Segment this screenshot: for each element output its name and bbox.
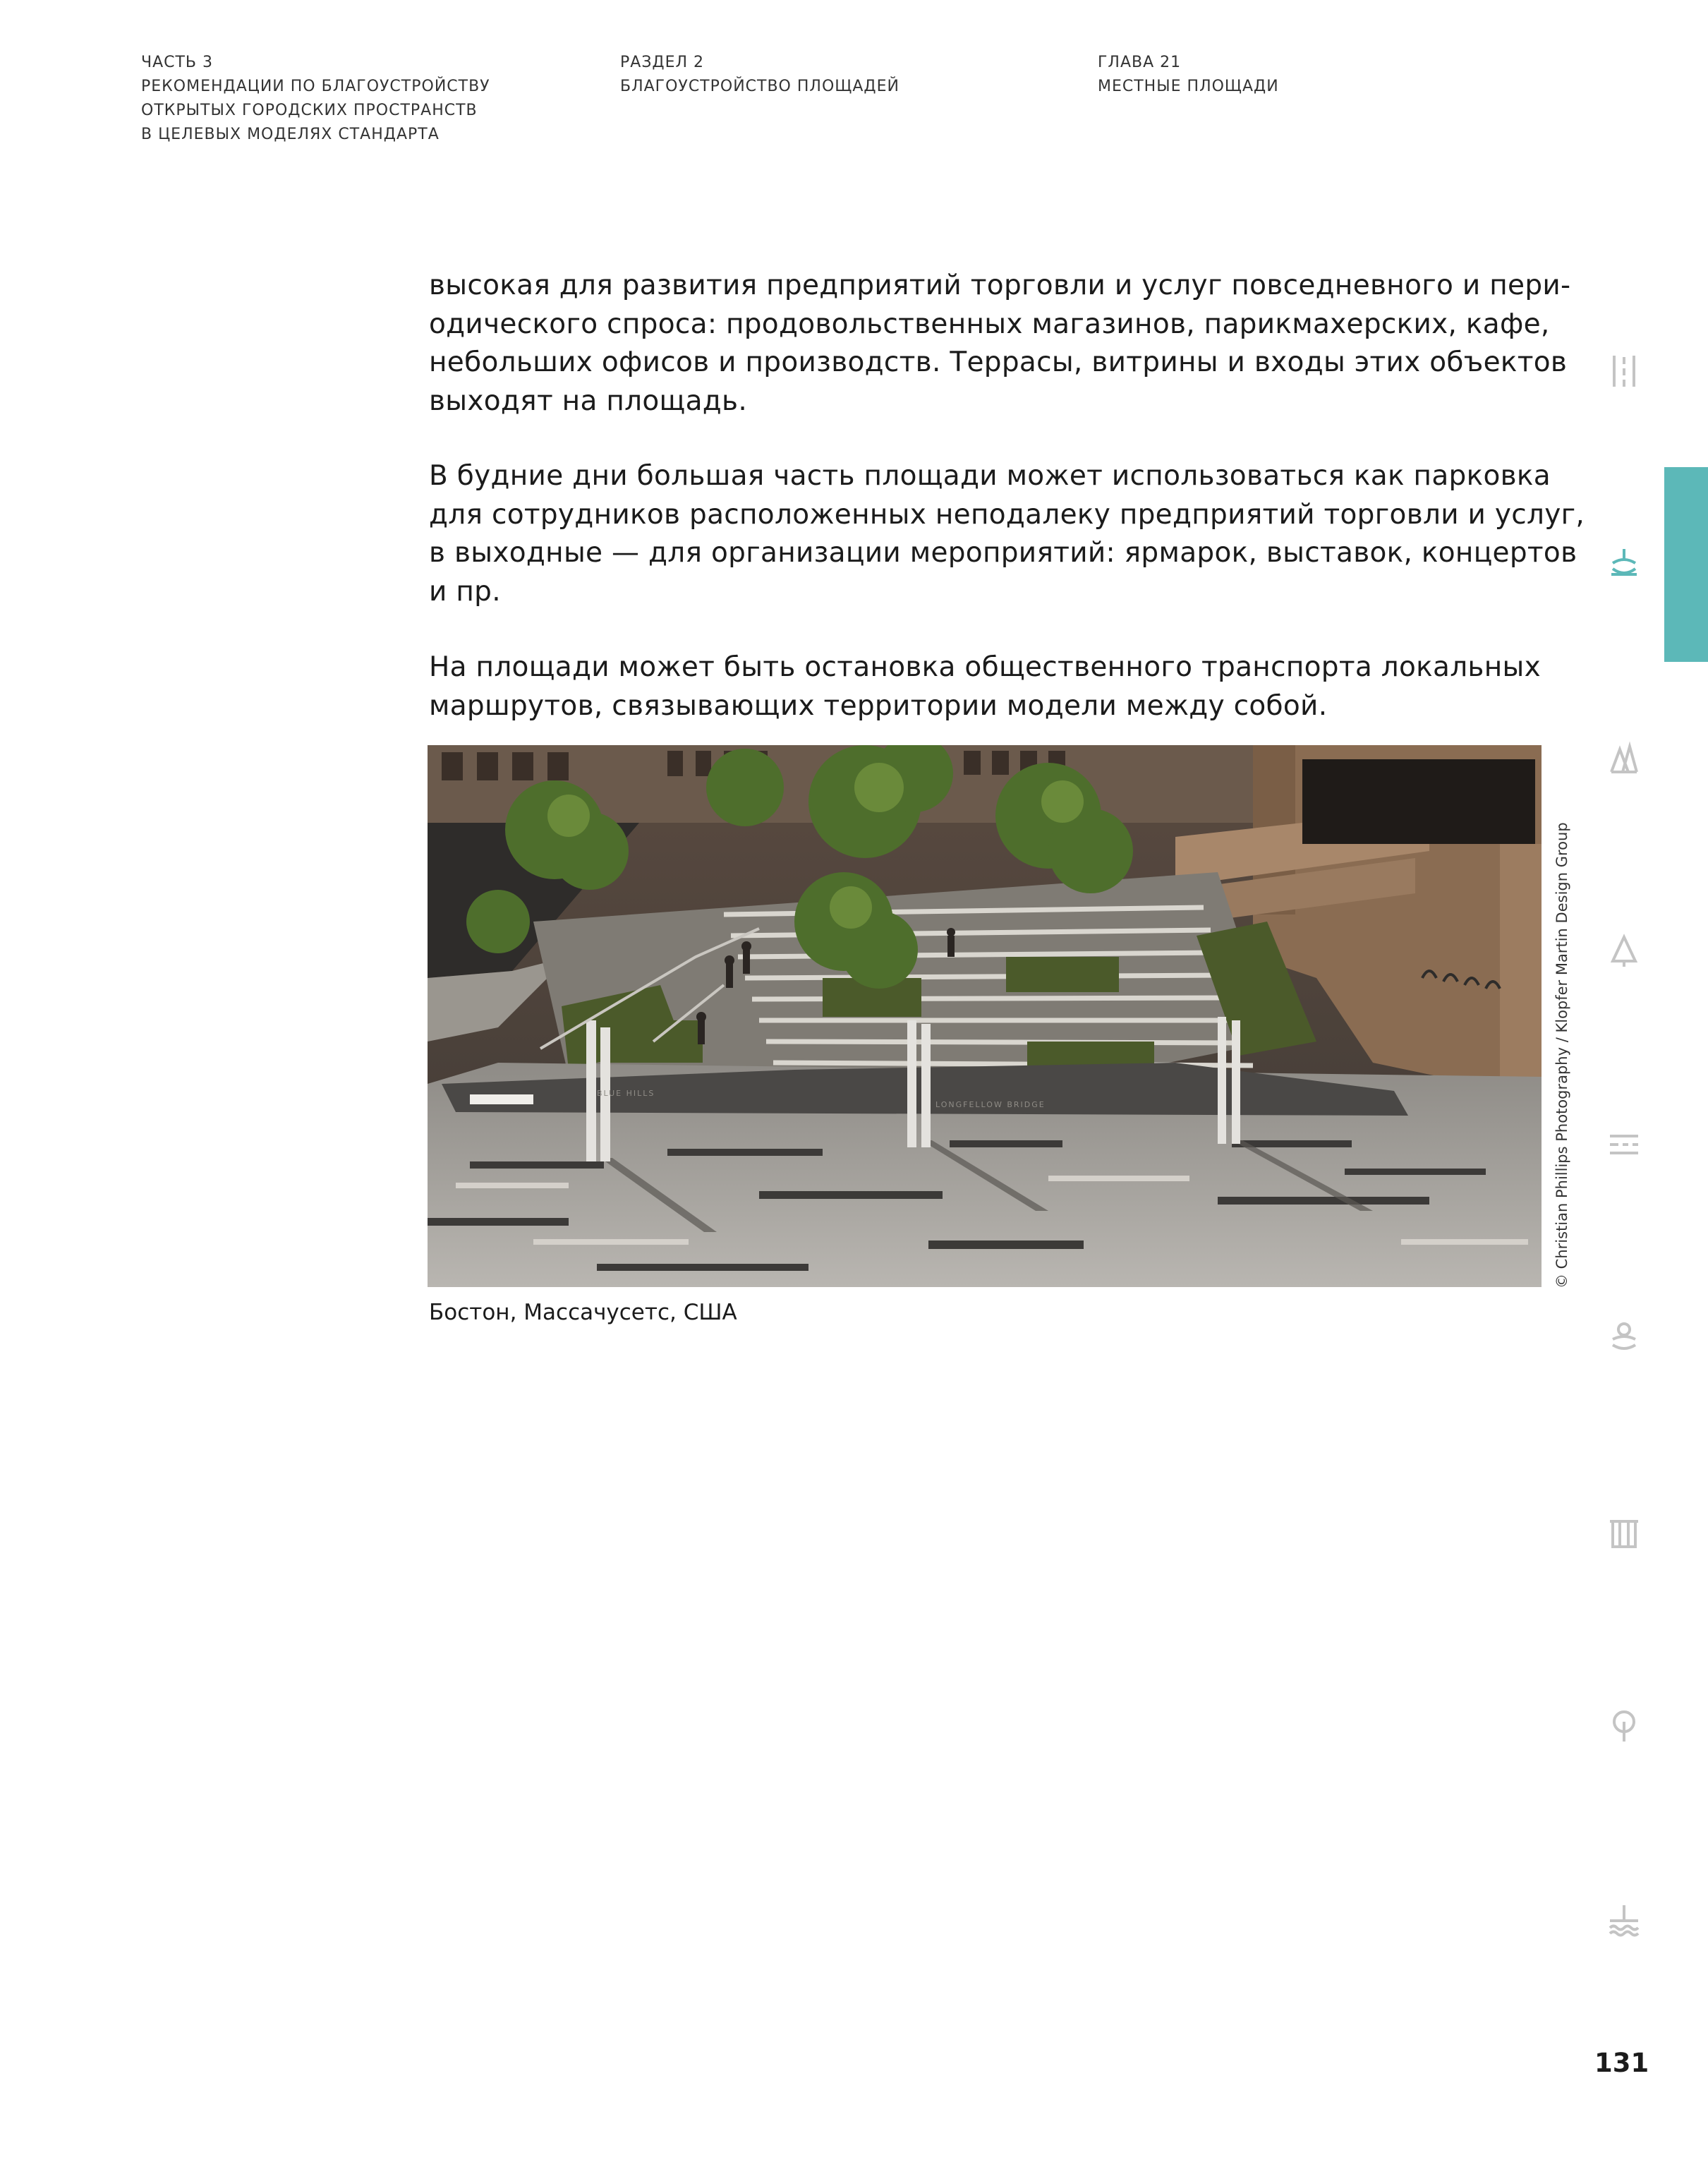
text-line: для сотрудников расположенных неподалеку предприятий торговли и услуг, <box>429 498 1585 531</box>
text-line: и пр. <box>429 575 501 608</box>
text-line: высокая для развития предприятий торговли и услуг повседневного и пери- <box>429 270 1571 301</box>
header-part-line: ЧАСТЬ 3 <box>141 54 214 71</box>
embankment-icon[interactable] <box>1609 740 1640 776</box>
active-chapter-tab[interactable] <box>1664 467 1708 662</box>
park-icon[interactable] <box>1609 933 1640 970</box>
header-part <box>141 51 490 147</box>
header-chapter-line: МЕСТНЫЕ ПЛОЩАДИ <box>1098 78 1279 95</box>
text-line: маршрутов, связывающих территории модели между собой. <box>429 689 1328 722</box>
building-icon[interactable] <box>1609 1514 1640 1551</box>
tree-icon[interactable] <box>1609 1708 1640 1744</box>
photo-credit: © Christian Phillips Photography / Klopfer Martin Design Group <box>1553 822 1570 1288</box>
text-line: в выходные — для организации мероприятий: ярмарок, выставок, концертов <box>429 537 1577 569</box>
header-part-line: РЕКОМЕНДАЦИИ ПО БЛАГОУСТРОЙСТВУ <box>141 78 490 95</box>
text-line: На площади может быть остановка общественного транспорта локальных <box>429 651 1541 683</box>
paragraph-1 <box>429 267 1571 421</box>
header-chapter-line: ГЛАВА 21 <box>1098 54 1182 71</box>
header-section-line: РАЗДЕЛ 2 <box>620 54 705 71</box>
photo-caption: Бостон, Массачусетс, США <box>429 1300 737 1325</box>
street-icon[interactable] <box>1609 353 1640 390</box>
paving-inscription: BLUE HILLS <box>597 1089 655 1098</box>
header-section-line: БЛАГОУСТРОЙСТВО ПЛОЩАДЕЙ <box>620 78 900 95</box>
plaza-photo <box>428 745 1542 1287</box>
header-part-line: ОТКРЫТЫХ ГОРОДСКИХ ПРОСТРАНСТВ <box>141 102 478 119</box>
paragraph-3 <box>429 648 1552 725</box>
waterfront-icon[interactable] <box>1609 1901 1640 1938</box>
text-line: небольших офисов и производств. Террасы, витрины и входы этих объектов <box>429 346 1568 378</box>
square-icon[interactable] <box>1609 545 1640 581</box>
header-part-line: В ЦЕЛЕВЫХ МОДЕЛЯХ СТАНДАРТА <box>141 126 440 143</box>
text-line: В будние дни большая часть площади может использоваться как парковка <box>429 460 1551 492</box>
page-number: 131 <box>1594 2048 1649 2078</box>
paving-inscription: LONGFELLOW BRIDGE <box>935 1100 1046 1109</box>
paragraph-2 <box>429 457 1585 611</box>
header-chapter <box>1098 51 1279 99</box>
courtyard-icon[interactable] <box>1609 1320 1640 1356</box>
text-line: одического спроса: продовольственных магазинов, парикмахерских, кафе, <box>429 308 1550 340</box>
header-section <box>620 51 900 99</box>
text-line: выходят на площадь. <box>429 385 748 417</box>
road-icon[interactable] <box>1609 1126 1640 1163</box>
